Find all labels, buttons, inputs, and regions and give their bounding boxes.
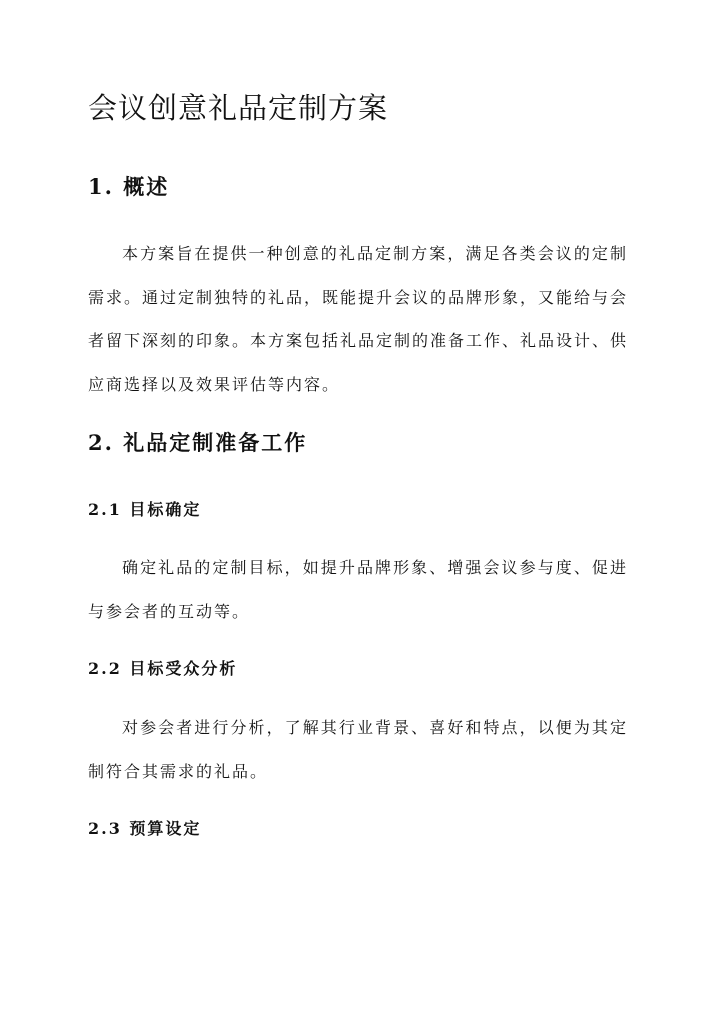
section-heading-preparation: 2. 礼品定制准备工作 bbox=[88, 430, 308, 455]
subsection-paragraph-goal: 确定礼品的定制目标，如提升品牌形象、增强会议参与度、促进与参会者的互动等。 bbox=[88, 558, 628, 621]
subsection-heading-goal: 2.1 目标确定 bbox=[88, 500, 202, 519]
subsection-paragraph-audience: 对参会者进行分析，了解其行业背景、喜好和特点，以便为其定制符合其需求的礼品。 bbox=[88, 718, 628, 781]
document-title: 会议创意礼品定制方案 bbox=[88, 91, 389, 125]
section-heading-overview: 1. 概述 bbox=[88, 174, 170, 199]
subsection-heading-budget: 2.3 预算设定 bbox=[88, 819, 202, 838]
subsection-heading-audience: 2.2 目标受众分析 bbox=[88, 659, 238, 678]
section-paragraph-overview: 本方案旨在提供一种创意的礼品定制方案，满足各类会议的定制需求。通过定制独特的礼品，既能提升会议的品牌形象，又能给与会者留下深刻的印象。本方案包括礼品定制的准备工作、礼品设计、供应商选择以及效果评估等内容。 bbox=[88, 244, 629, 394]
